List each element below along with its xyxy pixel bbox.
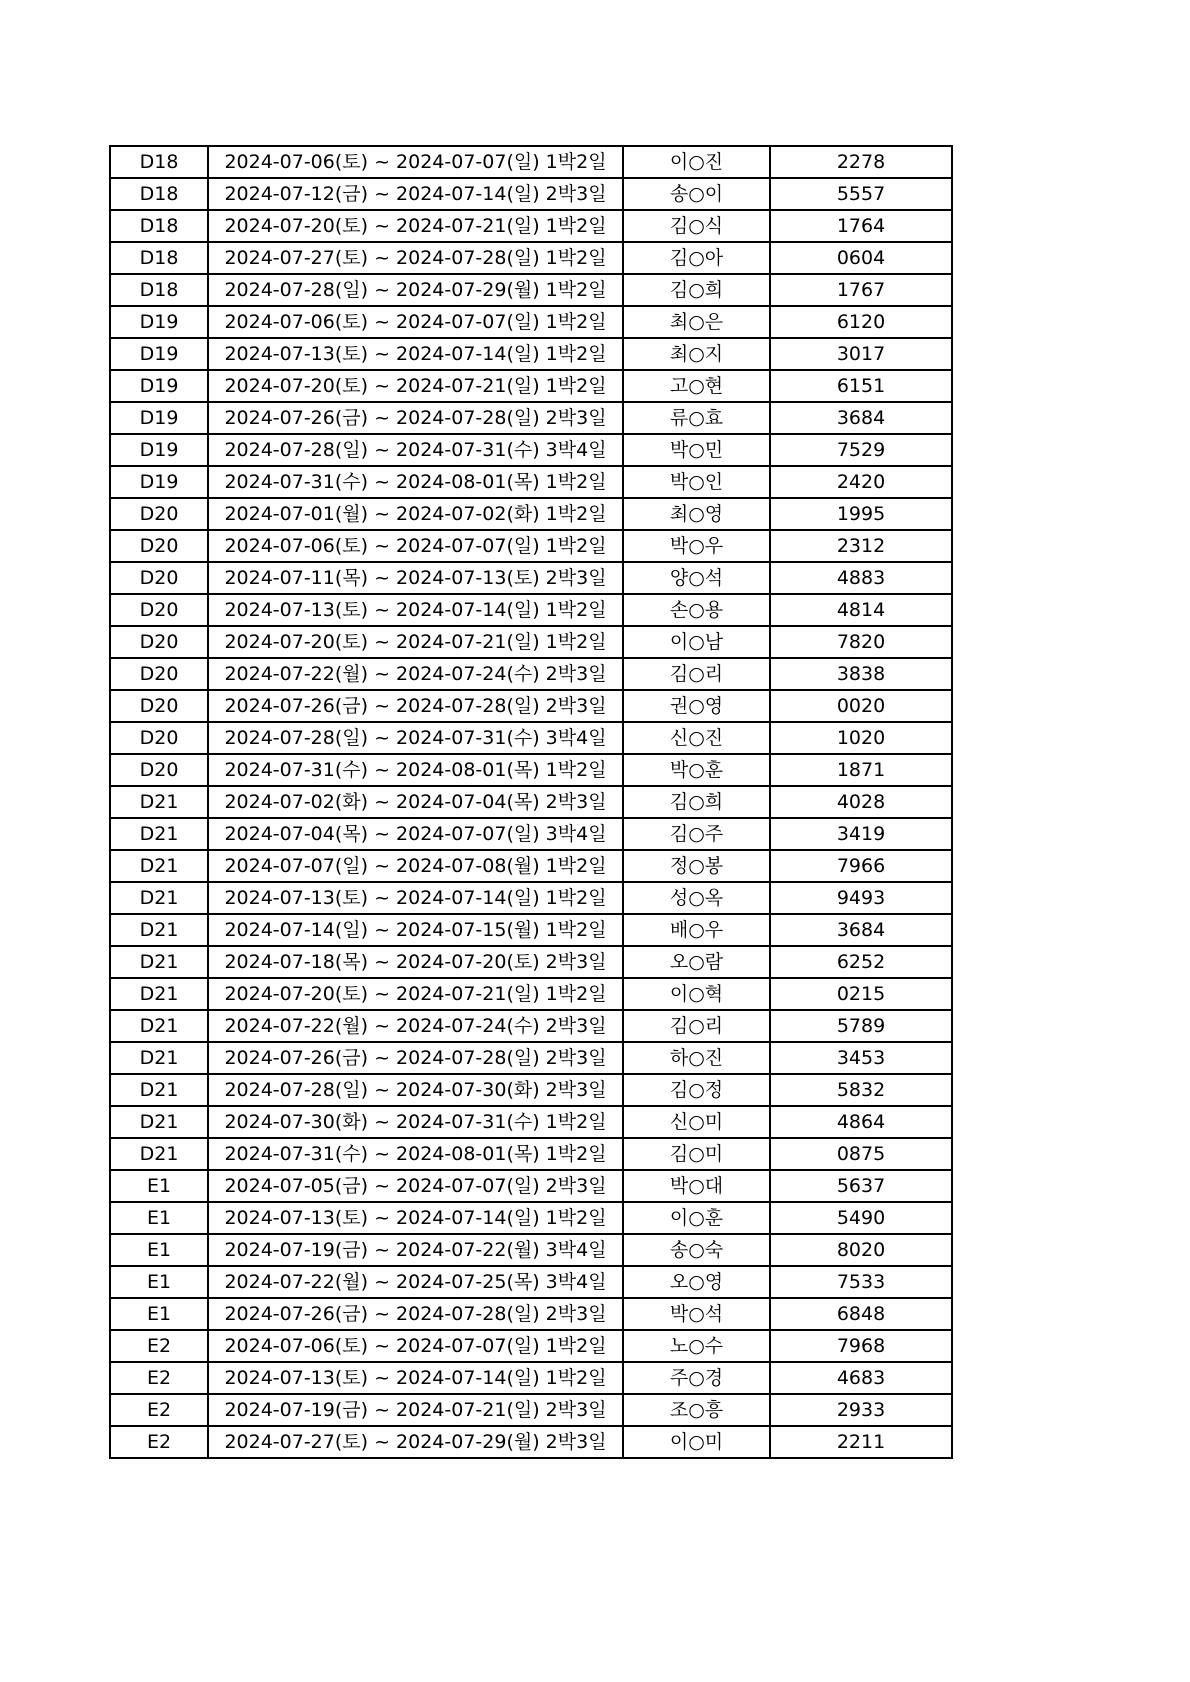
guest-name-cell: 신○진 <box>623 722 770 754</box>
stay-period-cell: 2024-07-28(일) ~ 2024-07-31(수) 3박4일 <box>208 434 623 466</box>
site-cell: E1 <box>110 1298 208 1330</box>
guest-name-cell: 박○훈 <box>623 754 770 786</box>
table-row <box>110 850 952 882</box>
site-cell: D18 <box>110 178 208 210</box>
site-cell: D19 <box>110 402 208 434</box>
table-row <box>110 370 952 402</box>
stay-period-cell: 2024-07-20(토) ~ 2024-07-21(일) 1박2일 <box>208 978 623 1010</box>
phone-last-digits-cell: 6252 <box>770 946 952 978</box>
site-cell: D20 <box>110 530 208 562</box>
stay-period-cell: 2024-07-22(월) ~ 2024-07-24(수) 2박3일 <box>208 658 623 690</box>
site-cell: D21 <box>110 882 208 914</box>
guest-name-cell: 고○현 <box>623 370 770 402</box>
phone-last-digits-cell: 4864 <box>770 1106 952 1138</box>
stay-period-cell: 2024-07-26(금) ~ 2024-07-28(일) 2박3일 <box>208 1298 623 1330</box>
site-cell: D19 <box>110 466 208 498</box>
phone-last-digits-cell: 7533 <box>770 1266 952 1298</box>
guest-name-cell: 조○흥 <box>623 1394 770 1426</box>
guest-name-cell: 이○훈 <box>623 1202 770 1234</box>
guest-name-cell: 손○용 <box>623 594 770 626</box>
phone-last-digits-cell: 5557 <box>770 178 952 210</box>
guest-name-cell: 이○미 <box>623 1426 770 1458</box>
phone-last-digits-cell: 5637 <box>770 1170 952 1202</box>
guest-name-cell: 김○아 <box>623 242 770 274</box>
site-cell: D18 <box>110 274 208 306</box>
table-row <box>110 978 952 1010</box>
site-cell: D18 <box>110 210 208 242</box>
table-row <box>110 1330 952 1362</box>
site-cell: D19 <box>110 338 208 370</box>
phone-last-digits-cell: 3684 <box>770 402 952 434</box>
table-row <box>110 146 952 178</box>
site-cell: E2 <box>110 1426 208 1458</box>
site-cell: D21 <box>110 1074 208 1106</box>
guest-name-cell: 송○숙 <box>623 1234 770 1266</box>
guest-name-cell: 오○영 <box>623 1266 770 1298</box>
stay-period-cell: 2024-07-13(토) ~ 2024-07-14(일) 1박2일 <box>208 594 623 626</box>
phone-last-digits-cell: 3419 <box>770 818 952 850</box>
guest-name-cell: 최○은 <box>623 306 770 338</box>
table-row <box>110 210 952 242</box>
stay-period-cell: 2024-07-06(토) ~ 2024-07-07(일) 1박2일 <box>208 146 623 178</box>
table-row <box>110 530 952 562</box>
site-cell: D19 <box>110 306 208 338</box>
guest-name-cell: 신○미 <box>623 1106 770 1138</box>
phone-last-digits-cell: 3453 <box>770 1042 952 1074</box>
site-cell: D20 <box>110 658 208 690</box>
table-row <box>110 402 952 434</box>
phone-last-digits-cell: 4814 <box>770 594 952 626</box>
stay-period-cell: 2024-07-20(토) ~ 2024-07-21(일) 1박2일 <box>208 210 623 242</box>
guest-name-cell: 김○희 <box>623 274 770 306</box>
guest-name-cell: 박○인 <box>623 466 770 498</box>
guest-name-cell: 김○정 <box>623 1074 770 1106</box>
table-row <box>110 178 952 210</box>
stay-period-cell: 2024-07-05(금) ~ 2024-07-07(일) 2박3일 <box>208 1170 623 1202</box>
site-cell: E1 <box>110 1202 208 1234</box>
phone-last-digits-cell: 8020 <box>770 1234 952 1266</box>
site-cell: D21 <box>110 1010 208 1042</box>
site-cell: D20 <box>110 626 208 658</box>
phone-last-digits-cell: 2933 <box>770 1394 952 1426</box>
phone-last-digits-cell: 9493 <box>770 882 952 914</box>
stay-period-cell: 2024-07-18(목) ~ 2024-07-20(토) 2박3일 <box>208 946 623 978</box>
guest-name-cell: 김○식 <box>623 210 770 242</box>
stay-period-cell: 2024-07-06(토) ~ 2024-07-07(일) 1박2일 <box>208 306 623 338</box>
stay-period-cell: 2024-07-19(금) ~ 2024-07-21(일) 2박3일 <box>208 1394 623 1426</box>
site-cell: D19 <box>110 434 208 466</box>
site-cell: E1 <box>110 1234 208 1266</box>
site-cell: D20 <box>110 754 208 786</box>
phone-last-digits-cell: 3684 <box>770 914 952 946</box>
guest-name-cell: 노○수 <box>623 1330 770 1362</box>
stay-period-cell: 2024-07-26(금) ~ 2024-07-28(일) 2박3일 <box>208 690 623 722</box>
table-row <box>110 1362 952 1394</box>
phone-last-digits-cell: 4028 <box>770 786 952 818</box>
guest-name-cell: 이○진 <box>623 146 770 178</box>
phone-last-digits-cell: 1995 <box>770 498 952 530</box>
stay-period-cell: 2024-07-28(일) ~ 2024-07-29(월) 1박2일 <box>208 274 623 306</box>
table-row <box>110 1202 952 1234</box>
stay-period-cell: 2024-07-27(토) ~ 2024-07-28(일) 1박2일 <box>208 242 623 274</box>
stay-period-cell: 2024-07-22(월) ~ 2024-07-24(수) 2박3일 <box>208 1010 623 1042</box>
table-row <box>110 1170 952 1202</box>
phone-last-digits-cell: 0604 <box>770 242 952 274</box>
table-row <box>110 690 952 722</box>
table-row <box>110 1426 952 1458</box>
site-cell: D21 <box>110 1138 208 1170</box>
phone-last-digits-cell: 1764 <box>770 210 952 242</box>
stay-period-cell: 2024-07-26(금) ~ 2024-07-28(일) 2박3일 <box>208 1042 623 1074</box>
stay-period-cell: 2024-07-22(월) ~ 2024-07-25(목) 3박4일 <box>208 1266 623 1298</box>
table-row <box>110 882 952 914</box>
stay-period-cell: 2024-07-31(수) ~ 2024-08-01(목) 1박2일 <box>208 1138 623 1170</box>
table-row <box>110 1010 952 1042</box>
stay-period-cell: 2024-07-13(토) ~ 2024-07-14(일) 1박2일 <box>208 1362 623 1394</box>
stay-period-cell: 2024-07-06(토) ~ 2024-07-07(일) 1박2일 <box>208 1330 623 1362</box>
table-row <box>110 1042 952 1074</box>
table-row <box>110 1266 952 1298</box>
guest-name-cell: 최○영 <box>623 498 770 530</box>
stay-period-cell: 2024-07-19(금) ~ 2024-07-22(월) 3박4일 <box>208 1234 623 1266</box>
guest-name-cell: 김○리 <box>623 658 770 690</box>
guest-name-cell: 김○희 <box>623 786 770 818</box>
table-row <box>110 914 952 946</box>
guest-name-cell: 성○옥 <box>623 882 770 914</box>
table-row <box>110 434 952 466</box>
guest-name-cell: 류○효 <box>623 402 770 434</box>
table-row <box>110 818 952 850</box>
guest-name-cell: 송○이 <box>623 178 770 210</box>
guest-name-cell: 정○봉 <box>623 850 770 882</box>
site-cell: E1 <box>110 1170 208 1202</box>
table-row <box>110 1234 952 1266</box>
stay-period-cell: 2024-07-28(일) ~ 2024-07-31(수) 3박4일 <box>208 722 623 754</box>
table-row <box>110 1394 952 1426</box>
table-row <box>110 274 952 306</box>
site-cell: D21 <box>110 818 208 850</box>
table-row <box>110 562 952 594</box>
table-row <box>110 626 952 658</box>
site-cell: E2 <box>110 1362 208 1394</box>
reservation-table-body <box>110 146 952 1458</box>
stay-period-cell: 2024-07-27(토) ~ 2024-07-29(월) 2박3일 <box>208 1426 623 1458</box>
site-cell: D21 <box>110 914 208 946</box>
phone-last-digits-cell: 0875 <box>770 1138 952 1170</box>
stay-period-cell: 2024-07-04(목) ~ 2024-07-07(일) 3박4일 <box>208 818 623 850</box>
phone-last-digits-cell: 5789 <box>770 1010 952 1042</box>
guest-name-cell: 하○진 <box>623 1042 770 1074</box>
phone-last-digits-cell: 7966 <box>770 850 952 882</box>
phone-last-digits-cell: 5832 <box>770 1074 952 1106</box>
site-cell: D20 <box>110 594 208 626</box>
site-cell: D19 <box>110 370 208 402</box>
site-cell: D20 <box>110 498 208 530</box>
stay-period-cell: 2024-07-13(토) ~ 2024-07-14(일) 1박2일 <box>208 1202 623 1234</box>
phone-last-digits-cell: 4683 <box>770 1362 952 1394</box>
stay-period-cell: 2024-07-30(화) ~ 2024-07-31(수) 1박2일 <box>208 1106 623 1138</box>
phone-last-digits-cell: 7968 <box>770 1330 952 1362</box>
stay-period-cell: 2024-07-31(수) ~ 2024-08-01(목) 1박2일 <box>208 466 623 498</box>
phone-last-digits-cell: 1020 <box>770 722 952 754</box>
stay-period-cell: 2024-07-31(수) ~ 2024-08-01(목) 1박2일 <box>208 754 623 786</box>
site-cell: D20 <box>110 562 208 594</box>
phone-last-digits-cell: 6848 <box>770 1298 952 1330</box>
site-cell: D21 <box>110 1106 208 1138</box>
site-cell: D21 <box>110 946 208 978</box>
phone-last-digits-cell: 2278 <box>770 146 952 178</box>
phone-last-digits-cell: 6120 <box>770 306 952 338</box>
guest-name-cell: 권○영 <box>623 690 770 722</box>
site-cell: E2 <box>110 1330 208 1362</box>
table-row <box>110 1106 952 1138</box>
table-row <box>110 722 952 754</box>
stay-period-cell: 2024-07-12(금) ~ 2024-07-14(일) 2박3일 <box>208 178 623 210</box>
guest-name-cell: 김○미 <box>623 1138 770 1170</box>
phone-last-digits-cell: 2211 <box>770 1426 952 1458</box>
phone-last-digits-cell: 3017 <box>770 338 952 370</box>
table-row <box>110 786 952 818</box>
stay-period-cell: 2024-07-01(월) ~ 2024-07-02(화) 1박2일 <box>208 498 623 530</box>
phone-last-digits-cell: 1767 <box>770 274 952 306</box>
guest-name-cell: 배○우 <box>623 914 770 946</box>
phone-last-digits-cell: 0020 <box>770 690 952 722</box>
table-row <box>110 1074 952 1106</box>
table-row <box>110 466 952 498</box>
stay-period-cell: 2024-07-28(일) ~ 2024-07-30(화) 2박3일 <box>208 1074 623 1106</box>
site-cell: D18 <box>110 146 208 178</box>
stay-period-cell: 2024-07-20(토) ~ 2024-07-21(일) 1박2일 <box>208 370 623 402</box>
site-cell: E2 <box>110 1394 208 1426</box>
stay-period-cell: 2024-07-13(토) ~ 2024-07-14(일) 1박2일 <box>208 882 623 914</box>
table-row <box>110 242 952 274</box>
stay-period-cell: 2024-07-14(일) ~ 2024-07-15(월) 1박2일 <box>208 914 623 946</box>
table-row <box>110 594 952 626</box>
site-cell: D21 <box>110 978 208 1010</box>
phone-last-digits-cell: 5490 <box>770 1202 952 1234</box>
guest-name-cell: 이○남 <box>623 626 770 658</box>
stay-period-cell: 2024-07-11(목) ~ 2024-07-13(토) 2박3일 <box>208 562 623 594</box>
phone-last-digits-cell: 7820 <box>770 626 952 658</box>
guest-name-cell: 이○혁 <box>623 978 770 1010</box>
phone-last-digits-cell: 1871 <box>770 754 952 786</box>
stay-period-cell: 2024-07-20(토) ~ 2024-07-21(일) 1박2일 <box>208 626 623 658</box>
stay-period-cell: 2024-07-07(일) ~ 2024-07-08(월) 1박2일 <box>208 850 623 882</box>
table-row <box>110 306 952 338</box>
phone-last-digits-cell: 4883 <box>770 562 952 594</box>
guest-name-cell: 박○민 <box>623 434 770 466</box>
guest-name-cell: 주○경 <box>623 1362 770 1394</box>
table-row <box>110 1138 952 1170</box>
table-row <box>110 658 952 690</box>
phone-last-digits-cell: 7529 <box>770 434 952 466</box>
site-cell: D21 <box>110 1042 208 1074</box>
phone-last-digits-cell: 0215 <box>770 978 952 1010</box>
guest-name-cell: 김○주 <box>623 818 770 850</box>
stay-period-cell: 2024-07-26(금) ~ 2024-07-28(일) 2박3일 <box>208 402 623 434</box>
site-cell: D21 <box>110 786 208 818</box>
guest-name-cell: 오○람 <box>623 946 770 978</box>
table-row <box>110 498 952 530</box>
site-cell: D20 <box>110 690 208 722</box>
site-cell: E1 <box>110 1266 208 1298</box>
table-row <box>110 754 952 786</box>
guest-name-cell: 박○우 <box>623 530 770 562</box>
stay-period-cell: 2024-07-02(화) ~ 2024-07-04(목) 2박3일 <box>208 786 623 818</box>
site-cell: D21 <box>110 850 208 882</box>
reservation-table <box>109 145 953 1459</box>
phone-last-digits-cell: 2312 <box>770 530 952 562</box>
stay-period-cell: 2024-07-06(토) ~ 2024-07-07(일) 1박2일 <box>208 530 623 562</box>
guest-name-cell: 박○대 <box>623 1170 770 1202</box>
table-row <box>110 338 952 370</box>
site-cell: D18 <box>110 242 208 274</box>
guest-name-cell: 박○석 <box>623 1298 770 1330</box>
guest-name-cell: 김○리 <box>623 1010 770 1042</box>
stay-period-cell: 2024-07-13(토) ~ 2024-07-14(일) 1박2일 <box>208 338 623 370</box>
phone-last-digits-cell: 3838 <box>770 658 952 690</box>
table-row <box>110 1298 952 1330</box>
guest-name-cell: 양○석 <box>623 562 770 594</box>
guest-name-cell: 최○지 <box>623 338 770 370</box>
table-row <box>110 946 952 978</box>
site-cell: D20 <box>110 722 208 754</box>
phone-last-digits-cell: 2420 <box>770 466 952 498</box>
phone-last-digits-cell: 6151 <box>770 370 952 402</box>
